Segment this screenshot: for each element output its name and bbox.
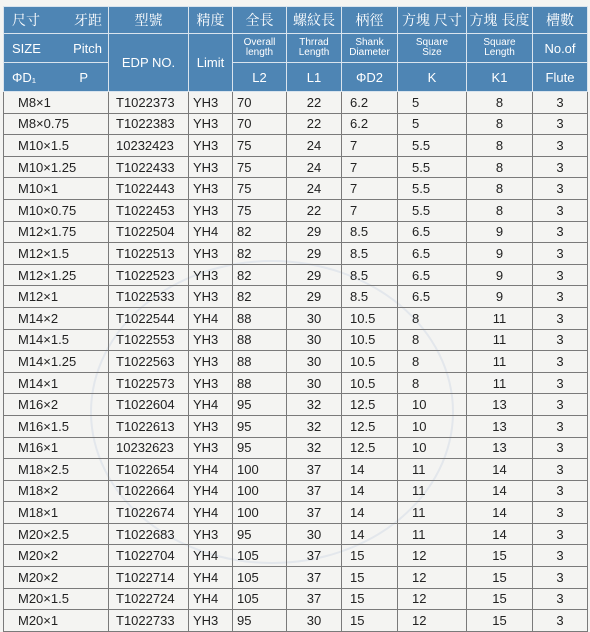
cell-overall-length: 82	[233, 221, 287, 243]
cell-square-length: 14	[467, 523, 533, 545]
cell-size: M10×1.25	[4, 156, 109, 178]
cell-flute-count: 3	[533, 307, 588, 329]
table-row	[4, 113, 588, 135]
cell-square-length: 8	[467, 92, 533, 114]
cell-overall-length: 100	[233, 502, 287, 524]
cell-edp-no: T1022383	[109, 113, 189, 135]
cell-flute-count: 3	[533, 286, 588, 308]
cell-square-size: 5.5	[398, 199, 467, 221]
cell-square-length: 15	[467, 588, 533, 610]
table-row	[4, 480, 588, 502]
cell-thread-length: 22	[287, 199, 342, 221]
cell-limit: YH4	[189, 545, 233, 567]
cell-overall-length: 95	[233, 415, 287, 437]
cell-limit: YH4	[189, 502, 233, 524]
header-size-en: SIZE	[12, 40, 41, 56]
cell-flute-count: 3	[533, 113, 588, 135]
header-limit-en: Limit	[189, 34, 233, 92]
cell-thread-length: 37	[287, 545, 342, 567]
header-d2-en	[342, 34, 398, 63]
cell-thread-length: 37	[287, 588, 342, 610]
cell-edp-no: T1022433	[109, 156, 189, 178]
cell-overall-length: 100	[233, 480, 287, 502]
header-l2-en1: Overall	[243, 37, 276, 48]
cell-limit: YH3	[189, 135, 233, 157]
cell-thread-length: 30	[287, 523, 342, 545]
cell-shank-diameter: 8.5	[342, 286, 398, 308]
header-k-en1: Square	[415, 37, 449, 48]
cell-size: M12×1.75	[4, 221, 109, 243]
header-l1-sym: L1	[287, 63, 342, 92]
table-row	[4, 286, 588, 308]
header-size-sym: ΦD₁	[12, 69, 37, 85]
cell-thread-length: 24	[287, 135, 342, 157]
cell-limit: YH3	[189, 156, 233, 178]
cell-shank-diameter: 7	[342, 199, 398, 221]
header-k1-en2: Length	[484, 47, 515, 58]
header-flute-en2: Flute	[533, 63, 588, 92]
table-row	[4, 264, 588, 286]
cell-edp-no: 10232423	[109, 135, 189, 157]
cell-edp-no: 10232623	[109, 437, 189, 459]
cell-flute-count: 3	[533, 178, 588, 200]
table-row	[4, 351, 588, 373]
cell-shank-diameter: 14	[342, 502, 398, 524]
cell-limit: YH3	[189, 243, 233, 265]
cell-thread-length: 32	[287, 437, 342, 459]
cell-overall-length: 75	[233, 156, 287, 178]
cell-square-length: 11	[467, 329, 533, 351]
header-k1-en1: Square	[483, 37, 516, 48]
cell-shank-diameter: 14	[342, 523, 398, 545]
cell-overall-length: 88	[233, 351, 287, 373]
cell-shank-diameter: 15	[342, 588, 398, 610]
cell-flute-count: 3	[533, 567, 588, 589]
cell-overall-length: 105	[233, 588, 287, 610]
cell-square-length: 15	[467, 610, 533, 632]
cell-flute-count: 3	[533, 459, 588, 481]
cell-overall-length: 75	[233, 135, 287, 157]
cell-shank-diameter: 10.5	[342, 351, 398, 373]
table-body	[4, 92, 588, 632]
cell-edp-no: T1022674	[109, 502, 189, 524]
cell-limit: YH4	[189, 221, 233, 243]
cell-size: M14×1	[4, 372, 109, 394]
cell-shank-diameter: 12.5	[342, 437, 398, 459]
table-row	[4, 588, 588, 610]
cell-size: M12×1.5	[4, 243, 109, 265]
cell-size: M20×1	[4, 610, 109, 632]
cell-shank-diameter: 15	[342, 567, 398, 589]
cell-square-length: 14	[467, 480, 533, 502]
header-k1-sym: K1	[467, 63, 533, 92]
cell-size: M8×1	[4, 92, 109, 114]
table-row	[4, 307, 588, 329]
cell-edp-no: T1022443	[109, 178, 189, 200]
cell-flute-count: 3	[533, 480, 588, 502]
cell-thread-length: 30	[287, 329, 342, 351]
table-row	[4, 523, 588, 545]
cell-square-length: 13	[467, 437, 533, 459]
cell-flute-count: 3	[533, 351, 588, 373]
cell-edp-no: T1022453	[109, 199, 189, 221]
cell-square-size: 6.5	[398, 221, 467, 243]
cell-square-size: 6.5	[398, 286, 467, 308]
cell-shank-diameter: 8.5	[342, 243, 398, 265]
cell-edp-no: T1022573	[109, 372, 189, 394]
table-row	[4, 199, 588, 221]
cell-edp-no: T1022724	[109, 588, 189, 610]
cell-edp-no: T1022553	[109, 329, 189, 351]
cell-shank-diameter: 6.2	[342, 92, 398, 114]
cell-limit: YH3	[189, 415, 233, 437]
cell-square-length: 8	[467, 135, 533, 157]
cell-thread-length: 24	[287, 178, 342, 200]
cell-edp-no: T1022544	[109, 307, 189, 329]
cell-flute-count: 3	[533, 329, 588, 351]
cell-flute-count: 3	[533, 588, 588, 610]
cell-flute-count: 3	[533, 437, 588, 459]
cell-limit: YH3	[189, 610, 233, 632]
cell-thread-length: 30	[287, 372, 342, 394]
table-header	[4, 7, 588, 92]
cell-square-size: 5	[398, 113, 467, 135]
cell-shank-diameter: 10.5	[342, 372, 398, 394]
cell-limit: YH3	[189, 437, 233, 459]
cell-limit: YH3	[189, 351, 233, 373]
cell-overall-length: 105	[233, 567, 287, 589]
header-size-zh: 尺寸	[12, 12, 40, 28]
cell-size: M12×1	[4, 286, 109, 308]
cell-shank-diameter: 7	[342, 178, 398, 200]
cell-edp-no: T1022604	[109, 394, 189, 416]
table-row	[4, 437, 588, 459]
cell-thread-length: 37	[287, 502, 342, 524]
header-l2-zh: 全長	[233, 7, 287, 34]
cell-size: M18×2.5	[4, 459, 109, 481]
cell-flute-count: 3	[533, 502, 588, 524]
cell-square-size: 5.5	[398, 156, 467, 178]
cell-edp-no: T1022714	[109, 567, 189, 589]
table-row	[4, 92, 588, 114]
cell-size: M16×2	[4, 394, 109, 416]
cell-size: M18×1	[4, 502, 109, 524]
cell-flute-count: 3	[533, 199, 588, 221]
cell-square-length: 8	[467, 156, 533, 178]
cell-edp-no: T1022683	[109, 523, 189, 545]
cell-overall-length: 95	[233, 610, 287, 632]
cell-overall-length: 88	[233, 307, 287, 329]
cell-size: M12×1.25	[4, 264, 109, 286]
cell-flute-count: 3	[533, 610, 588, 632]
cell-square-length: 11	[467, 351, 533, 373]
cell-shank-diameter: 12.5	[342, 415, 398, 437]
cell-limit: YH4	[189, 480, 233, 502]
cell-square-size: 6.5	[398, 264, 467, 286]
cell-overall-length: 70	[233, 113, 287, 135]
cell-shank-diameter: 10.5	[342, 329, 398, 351]
header-l2-en2: length	[245, 47, 274, 58]
cell-limit: YH4	[189, 588, 233, 610]
cell-edp-no: T1022373	[109, 92, 189, 114]
cell-flute-count: 3	[533, 243, 588, 265]
cell-shank-diameter: 7	[342, 156, 398, 178]
cell-flute-count: 3	[533, 156, 588, 178]
header-k1-en	[467, 34, 533, 63]
header-l2-sym: L2	[233, 63, 287, 92]
table-row	[4, 610, 588, 632]
cell-square-length: 9	[467, 243, 533, 265]
cell-square-size: 5	[398, 92, 467, 114]
cell-thread-length: 37	[287, 480, 342, 502]
cell-size: M20×2	[4, 567, 109, 589]
cell-shank-diameter: 14	[342, 459, 398, 481]
cell-square-size: 11	[398, 523, 467, 545]
cell-thread-length: 30	[287, 307, 342, 329]
cell-square-length: 11	[467, 372, 533, 394]
cell-square-length: 9	[467, 264, 533, 286]
cell-thread-length: 30	[287, 610, 342, 632]
table-row	[4, 135, 588, 157]
cell-limit: YH3	[189, 329, 233, 351]
cell-size: M10×1.5	[4, 135, 109, 157]
cell-limit: YH3	[189, 113, 233, 135]
cell-size: M20×1.5	[4, 588, 109, 610]
cell-square-size: 8	[398, 307, 467, 329]
cell-flute-count: 3	[533, 264, 588, 286]
cell-size: M8×0.75	[4, 113, 109, 135]
header-k-sym: K	[398, 63, 467, 92]
cell-limit: YH3	[189, 199, 233, 221]
cell-square-size: 10	[398, 415, 467, 437]
cell-square-size: 11	[398, 502, 467, 524]
cell-size: M20×2.5	[4, 523, 109, 545]
cell-size: M16×1	[4, 437, 109, 459]
header-k-en2: Size	[422, 47, 442, 58]
cell-thread-length: 37	[287, 459, 342, 481]
header-flute-en1: No.of	[533, 34, 588, 63]
cell-overall-length: 75	[233, 178, 287, 200]
cell-limit: YH4	[189, 567, 233, 589]
header-d2-en2: Diameter	[349, 47, 390, 58]
cell-edp-no: T1022664	[109, 480, 189, 502]
cell-size: M14×1.25	[4, 351, 109, 373]
cell-square-length: 14	[467, 459, 533, 481]
cell-shank-diameter: 10.5	[342, 307, 398, 329]
header-size-pitch-sym	[4, 63, 109, 92]
cell-square-size: 8	[398, 372, 467, 394]
cell-square-size: 12	[398, 588, 467, 610]
table-row	[4, 156, 588, 178]
cell-flute-count: 3	[533, 372, 588, 394]
cell-thread-length: 29	[287, 243, 342, 265]
cell-overall-length: 95	[233, 437, 287, 459]
header-limit-zh: 精度	[189, 7, 233, 34]
header-edp-en: EDP NO.	[109, 34, 189, 92]
cell-limit: YH3	[189, 178, 233, 200]
cell-overall-length: 88	[233, 372, 287, 394]
cell-limit: YH3	[189, 286, 233, 308]
cell-shank-diameter: 12.5	[342, 394, 398, 416]
cell-limit: YH3	[189, 372, 233, 394]
cell-square-length: 14	[467, 502, 533, 524]
cell-thread-length: 22	[287, 92, 342, 114]
header-flute-zh: 槽數	[533, 7, 588, 34]
table-row	[4, 178, 588, 200]
cell-limit: YH3	[189, 523, 233, 545]
cell-size: M10×1	[4, 178, 109, 200]
table-row	[4, 394, 588, 416]
header-k1-zh: 方塊 長度	[467, 7, 533, 34]
cell-thread-length: 24	[287, 156, 342, 178]
cell-square-length: 8	[467, 178, 533, 200]
header-d2-sym: ΦD2	[342, 63, 398, 92]
table-row	[4, 545, 588, 567]
header-l2-en	[233, 34, 287, 63]
cell-flute-count: 3	[533, 92, 588, 114]
cell-thread-length: 29	[287, 264, 342, 286]
cell-square-length: 11	[467, 307, 533, 329]
cell-shank-diameter: 15	[342, 610, 398, 632]
cell-edp-no: T1022563	[109, 351, 189, 373]
cell-shank-diameter: 6.2	[342, 113, 398, 135]
cell-square-length: 15	[467, 567, 533, 589]
cell-edp-no: T1022704	[109, 545, 189, 567]
cell-square-length: 8	[467, 199, 533, 221]
cell-edp-no: T1022513	[109, 243, 189, 265]
cell-size: M20×2	[4, 545, 109, 567]
cell-square-size: 11	[398, 459, 467, 481]
header-l1-en1: Thrrad	[299, 37, 329, 48]
header-k-en	[398, 34, 467, 63]
cell-flute-count: 3	[533, 415, 588, 437]
cell-thread-length: 32	[287, 415, 342, 437]
cell-square-size: 8	[398, 351, 467, 373]
tap-spec-table	[3, 6, 588, 632]
cell-square-size: 12	[398, 545, 467, 567]
header-pitch-sym: P	[79, 69, 88, 85]
header-d2-en1: Shank	[355, 37, 384, 48]
cell-shank-diameter: 14	[342, 480, 398, 502]
cell-square-length: 8	[467, 113, 533, 135]
cell-square-size: 12	[398, 610, 467, 632]
cell-overall-length: 75	[233, 199, 287, 221]
table-row	[4, 415, 588, 437]
cell-overall-length: 88	[233, 329, 287, 351]
cell-overall-length: 105	[233, 545, 287, 567]
cell-overall-length: 82	[233, 264, 287, 286]
table-row	[4, 567, 588, 589]
cell-shank-diameter: 7	[342, 135, 398, 157]
cell-shank-diameter: 8.5	[342, 221, 398, 243]
cell-square-length: 13	[467, 394, 533, 416]
cell-flute-count: 3	[533, 135, 588, 157]
header-pitch-en: Pitch	[73, 40, 102, 56]
table-row	[4, 372, 588, 394]
cell-overall-length: 82	[233, 286, 287, 308]
cell-size: M16×1.5	[4, 415, 109, 437]
cell-square-length: 9	[467, 286, 533, 308]
cell-edp-no: T1022523	[109, 264, 189, 286]
cell-square-size: 6.5	[398, 243, 467, 265]
header-edp-zh: 型號	[109, 7, 189, 34]
table-row	[4, 502, 588, 524]
cell-thread-length: 32	[287, 394, 342, 416]
cell-limit: YH3	[189, 264, 233, 286]
cell-overall-length: 95	[233, 394, 287, 416]
header-size-pitch-en	[4, 34, 109, 63]
cell-limit: YH4	[189, 394, 233, 416]
cell-overall-length: 70	[233, 92, 287, 114]
cell-square-size: 10	[398, 437, 467, 459]
cell-overall-length: 95	[233, 523, 287, 545]
cell-thread-length: 37	[287, 567, 342, 589]
header-l1-en2: Length	[298, 47, 330, 58]
cell-size: M14×2	[4, 307, 109, 329]
cell-flute-count: 3	[533, 394, 588, 416]
cell-flute-count: 3	[533, 221, 588, 243]
header-k-zh: 方塊 尺寸	[398, 7, 467, 34]
cell-limit: YH3	[189, 92, 233, 114]
table-row	[4, 243, 588, 265]
cell-thread-length: 29	[287, 286, 342, 308]
cell-overall-length: 100	[233, 459, 287, 481]
header-pitch-zh: 牙距	[74, 12, 102, 28]
cell-square-size: 5.5	[398, 178, 467, 200]
cell-limit: YH4	[189, 307, 233, 329]
cell-edp-no: T1022504	[109, 221, 189, 243]
cell-flute-count: 3	[533, 545, 588, 567]
cell-shank-diameter: 8.5	[342, 264, 398, 286]
cell-square-size: 11	[398, 480, 467, 502]
cell-shank-diameter: 15	[342, 545, 398, 567]
header-size-pitch-zh	[4, 7, 109, 34]
header-l1-zh: 螺紋長	[287, 7, 342, 34]
cell-size: M18×2	[4, 480, 109, 502]
cell-size: M14×1.5	[4, 329, 109, 351]
cell-thread-length: 29	[287, 221, 342, 243]
cell-size: M10×0.75	[4, 199, 109, 221]
cell-square-length: 9	[467, 221, 533, 243]
cell-square-size: 12	[398, 567, 467, 589]
cell-square-length: 15	[467, 545, 533, 567]
cell-edp-no: T1022613	[109, 415, 189, 437]
header-l1-en	[287, 34, 342, 63]
cell-edp-no: T1022533	[109, 286, 189, 308]
cell-square-length: 13	[467, 415, 533, 437]
cell-edp-no: T1022733	[109, 610, 189, 632]
table-row	[4, 221, 588, 243]
table-row	[4, 459, 588, 481]
cell-square-size: 10	[398, 394, 467, 416]
cell-edp-no: T1022654	[109, 459, 189, 481]
cell-limit: YH4	[189, 459, 233, 481]
cell-overall-length: 82	[233, 243, 287, 265]
cell-square-size: 5.5	[398, 135, 467, 157]
cell-flute-count: 3	[533, 523, 588, 545]
table-row	[4, 329, 588, 351]
cell-square-size: 8	[398, 329, 467, 351]
cell-thread-length: 30	[287, 351, 342, 373]
cell-thread-length: 22	[287, 113, 342, 135]
header-d2-zh: 柄徑	[342, 7, 398, 34]
